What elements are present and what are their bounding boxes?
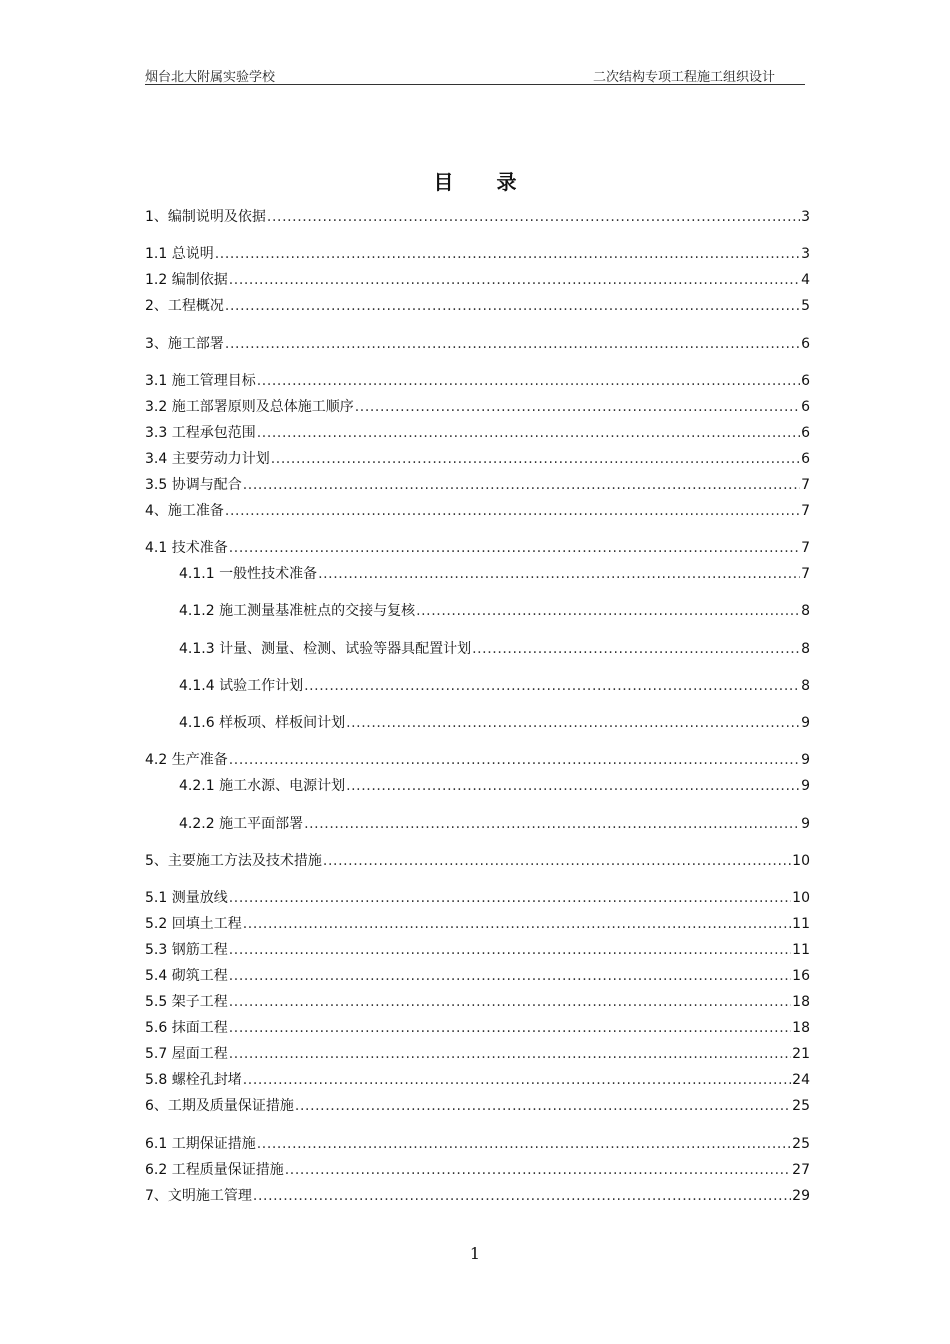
toc-entry[interactable] — [145, 208, 810, 226]
toc-dot-leader — [243, 915, 791, 933]
toc-entry-label: 4.1.4 试验工作计划 — [179, 678, 304, 694]
toc-entry-label: 1、编制说明及依据 — [145, 209, 266, 225]
toc-entry-label: 4.2 生产准备 — [145, 752, 228, 768]
toc-dot-leader — [285, 1161, 791, 1179]
toc-entry-page: 9 — [801, 715, 810, 731]
toc-entry-page: 16 — [792, 968, 810, 984]
toc-dot-leader — [229, 941, 791, 959]
toc-entry[interactable] — [145, 967, 810, 985]
toc-entry-page: 6 — [801, 336, 810, 352]
toc-entry-label: 5.7 屋面工程 — [145, 1046, 228, 1062]
toc-dot-leader — [323, 852, 791, 870]
toc-entry-page: 25 — [792, 1098, 810, 1114]
toc-entry-page: 7 — [801, 566, 810, 582]
toc-entry-label: 4、施工准备 — [145, 503, 224, 519]
toc-dot-leader — [355, 398, 800, 416]
toc-entry-label: 6.1 工期保证措施 — [145, 1136, 256, 1152]
toc-entry-page: 6 — [801, 425, 810, 441]
toc-entry-label: 3.1 施工管理目标 — [145, 373, 256, 389]
toc-dot-leader — [346, 777, 800, 795]
toc-entry-page: 9 — [801, 816, 810, 832]
toc-dot-leader — [225, 297, 800, 315]
toc-entry-page: 9 — [801, 752, 810, 768]
toc-dot-leader — [229, 889, 791, 907]
toc-entry-label: 1.2 编制依据 — [145, 272, 228, 288]
toc-entry-page: 24 — [792, 1072, 810, 1088]
toc-entry-label: 4.1.6 样板项、样板间计划 — [179, 715, 346, 731]
toc-dot-leader — [416, 602, 800, 620]
toc-entry[interactable] — [145, 1097, 810, 1115]
toc-entry[interactable] — [145, 915, 810, 933]
toc-entry-label: 4.2.1 施工水源、电源计划 — [179, 778, 346, 794]
toc-entry-page: 5 — [801, 298, 810, 314]
toc-entry[interactable] — [179, 815, 810, 833]
toc-entry[interactable] — [179, 677, 810, 695]
toc-entry-label: 5.3 钢筋工程 — [145, 942, 228, 958]
toc-entry-page: 25 — [792, 1136, 810, 1152]
toc-entry[interactable] — [145, 372, 810, 390]
toc-entry-label: 2、工程概况 — [145, 298, 224, 314]
toc-entry[interactable] — [145, 450, 810, 468]
toc-dot-leader — [267, 208, 800, 226]
toc-entry-page: 3 — [801, 209, 810, 225]
toc-entry-label: 3、施工部署 — [145, 336, 224, 352]
toc-title: 目 录 — [433, 170, 535, 194]
toc-entry-label: 5.4 砌筑工程 — [145, 968, 228, 984]
header-school-name: 烟台北大附属实验学校 — [145, 70, 276, 85]
toc-entry[interactable] — [179, 777, 810, 795]
toc-entry[interactable] — [145, 941, 810, 959]
toc-dot-leader — [472, 640, 800, 658]
toc-entry-label: 7、文明施工管理 — [145, 1188, 252, 1204]
toc-dot-leader — [229, 1019, 791, 1037]
toc-entry[interactable] — [145, 889, 810, 907]
toc-dot-leader — [346, 714, 800, 732]
toc-entry[interactable] — [179, 714, 810, 732]
toc-dot-leader — [225, 335, 800, 353]
toc-entry[interactable] — [145, 424, 810, 442]
toc-entry-page: 11 — [792, 916, 810, 932]
toc-entry[interactable] — [145, 245, 810, 263]
toc-dot-leader — [304, 677, 800, 695]
toc-entry-label: 4.2.2 施工平面部署 — [179, 816, 304, 832]
toc-entry-page: 18 — [792, 1020, 810, 1036]
toc-entry-page: 6 — [801, 399, 810, 415]
toc-entry-label: 5.6 抹面工程 — [145, 1020, 228, 1036]
toc-entry-label: 5.5 架子工程 — [145, 994, 228, 1010]
toc-entry[interactable] — [145, 1045, 810, 1063]
toc-entry-label: 4.1.2 施工测量基准桩点的交接与复核 — [179, 603, 416, 619]
toc-entry[interactable] — [145, 1019, 810, 1037]
toc-dot-leader — [229, 1045, 791, 1063]
toc-entry[interactable] — [145, 1135, 810, 1153]
toc-entry[interactable] — [145, 539, 810, 557]
toc-entry-label: 6.2 工程质量保证措施 — [145, 1162, 284, 1178]
toc-entry-page: 10 — [792, 890, 810, 906]
toc-dot-leader — [318, 565, 800, 583]
header-document-title: 二次结构专项工程施工组织设计 — [592, 70, 775, 85]
toc-dot-leader — [229, 993, 791, 1011]
toc-dot-leader — [229, 967, 791, 985]
toc-entry-page: 8 — [801, 603, 810, 619]
toc-entry-label: 4.1 技术准备 — [145, 540, 228, 556]
toc-entry-page: 18 — [792, 994, 810, 1010]
toc-entry[interactable] — [179, 640, 810, 658]
toc-entry[interactable] — [145, 476, 810, 494]
toc-dot-leader — [253, 1187, 791, 1205]
toc-entry-label: 3.2 施工部署原则及总体施工顺序 — [145, 399, 354, 415]
toc-entry-label: 4.1.3 计量、测量、检测、试验等器具配置计划 — [179, 641, 472, 657]
toc-entry-page: 9 — [801, 778, 810, 794]
toc-entry[interactable] — [145, 852, 810, 870]
toc-dot-leader — [257, 1135, 791, 1153]
toc-entry-page: 7 — [801, 503, 810, 519]
toc-entry[interactable] — [145, 751, 810, 769]
toc-entry-page: 8 — [801, 678, 810, 694]
toc-entry-page: 6 — [801, 451, 810, 467]
toc-entry-label: 3.3 工程承包范围 — [145, 425, 256, 441]
toc-entry-page: 3 — [801, 246, 810, 262]
toc-dot-leader — [225, 502, 800, 520]
toc-entry-page: 4 — [801, 272, 810, 288]
toc-entry[interactable] — [145, 1161, 810, 1179]
toc-entry-page: 8 — [801, 641, 810, 657]
toc-entry-label: 1.1 总说明 — [145, 246, 214, 262]
toc-entry[interactable] — [145, 335, 810, 353]
toc-entry-label: 3.5 协调与配合 — [145, 477, 242, 493]
toc-dot-leader — [271, 450, 800, 468]
toc-entry[interactable] — [179, 565, 810, 583]
toc-entry-label: 5.1 测量放线 — [145, 890, 228, 906]
toc-entry-label: 4.1.1 一般性技术准备 — [179, 566, 318, 582]
toc-dot-leader — [229, 271, 800, 289]
toc-entry-page: 10 — [792, 853, 810, 869]
toc-entry[interactable] — [145, 398, 810, 416]
toc-entry[interactable] — [145, 993, 810, 1011]
toc-entry-page: 7 — [801, 477, 810, 493]
toc-entry-page: 21 — [792, 1046, 810, 1062]
toc-entry-page: 11 — [792, 942, 810, 958]
toc-dot-leader — [257, 372, 800, 390]
toc-entry-label: 3.4 主要劳动力计划 — [145, 451, 270, 467]
toc-entry[interactable] — [145, 297, 810, 315]
toc-dot-leader — [243, 1071, 791, 1089]
toc-dot-leader — [257, 424, 800, 442]
toc-entry-page: 7 — [801, 540, 810, 556]
toc-entry[interactable] — [145, 1187, 810, 1205]
toc-dot-leader — [215, 245, 800, 263]
toc-dot-leader — [229, 539, 800, 557]
toc-dot-leader — [243, 476, 800, 494]
page-number: 1 — [469, 1244, 481, 1263]
toc-entry-label: 5.8 螺栓孔封堵 — [145, 1072, 242, 1088]
toc-entry-label: 6、工期及质量保证措施 — [145, 1098, 294, 1114]
toc-entry[interactable] — [179, 602, 810, 620]
toc-entry-page: 27 — [792, 1162, 810, 1178]
toc-dot-leader — [295, 1097, 791, 1115]
toc-entry-label: 5、主要施工方法及技术措施 — [145, 853, 322, 869]
toc-entry[interactable] — [145, 1071, 810, 1089]
toc-entry[interactable] — [145, 271, 810, 289]
toc-entry-label: 5.2 回填土工程 — [145, 916, 242, 932]
toc-dot-leader — [304, 815, 800, 833]
toc-dot-leader — [229, 751, 800, 769]
toc-entry-page: 6 — [801, 373, 810, 389]
toc-entry-page: 29 — [792, 1188, 810, 1204]
toc-entry[interactable] — [145, 502, 810, 520]
